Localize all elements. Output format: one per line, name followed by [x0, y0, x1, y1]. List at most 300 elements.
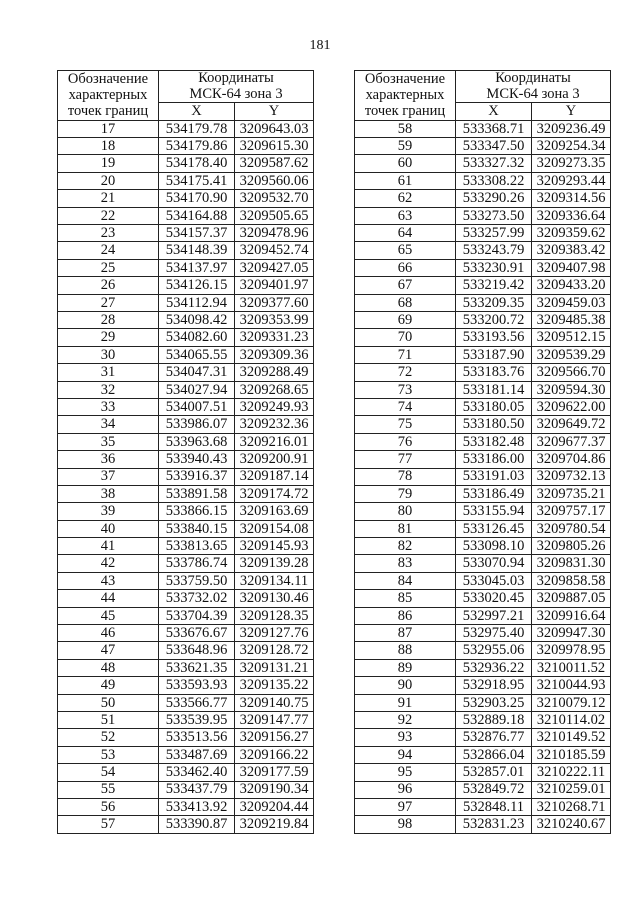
y-coordinate-cell: 3210114.02 — [532, 711, 611, 728]
y-coordinate-cell: 3209407.98 — [532, 259, 611, 276]
y-coordinate-cell: 3209331.23 — [235, 329, 314, 346]
x-coordinate-cell: 533566.77 — [159, 694, 235, 711]
designation-header-line1: Обозначение — [67, 71, 149, 87]
x-coordinate-cell: 532955.06 — [456, 642, 532, 659]
table-row — [58, 433, 314, 450]
y-coordinate-cell: 3209505.65 — [235, 207, 314, 224]
point-number-cell: 48 — [58, 659, 159, 676]
point-number-cell: 97 — [355, 798, 456, 815]
y-coordinate-cell: 3209780.54 — [532, 520, 611, 537]
point-number-cell: 46 — [58, 625, 159, 642]
point-number-cell: 62 — [355, 190, 456, 207]
table-row — [58, 538, 314, 555]
y-coordinate-cell: 3209353.99 — [235, 312, 314, 329]
table-row — [58, 398, 314, 415]
x-coordinate-cell: 532975.40 — [456, 625, 532, 642]
point-number-cell: 29 — [58, 329, 159, 346]
y-coordinate-cell: 3209485.38 — [532, 312, 611, 329]
y-coordinate-cell: 3210011.52 — [532, 659, 611, 676]
point-number-cell: 40 — [58, 520, 159, 537]
point-number-cell: 43 — [58, 572, 159, 589]
point-number-cell: 81 — [355, 520, 456, 537]
table-row — [355, 642, 611, 659]
designation-header-line1: Обозначение — [364, 71, 446, 87]
x-coordinate-cell: 533209.35 — [456, 294, 532, 311]
point-number-cell: 61 — [355, 172, 456, 189]
table-row — [355, 294, 611, 311]
x-coordinate-cell: 534027.94 — [159, 381, 235, 398]
point-number-cell: 60 — [355, 155, 456, 172]
x-coordinate-cell: 533462.40 — [159, 764, 235, 781]
point-number-cell: 79 — [355, 485, 456, 502]
table-row — [355, 555, 611, 572]
point-number-cell: 44 — [58, 590, 159, 607]
y-coordinate-cell: 3210079.12 — [532, 694, 611, 711]
point-number-cell: 84 — [355, 572, 456, 589]
table-row — [58, 416, 314, 433]
point-number-cell: 27 — [58, 294, 159, 311]
point-number-cell: 74 — [355, 398, 456, 415]
x-coordinate-cell: 533193.56 — [456, 329, 532, 346]
y-coordinate-cell: 3209512.15 — [532, 329, 611, 346]
table-row — [355, 711, 611, 728]
table-row — [355, 572, 611, 589]
y-coordinate-cell: 3210259.01 — [532, 781, 611, 798]
point-number-cell: 28 — [58, 312, 159, 329]
point-number-cell: 76 — [355, 433, 456, 450]
x-coordinate-cell: 533186.49 — [456, 485, 532, 502]
table-row — [355, 364, 611, 381]
point-number-cell: 26 — [58, 277, 159, 294]
point-number-cell: 25 — [58, 259, 159, 276]
table-row — [355, 764, 611, 781]
y-coordinate-cell: 3209916.64 — [532, 607, 611, 624]
coordinates-header-line1: Координаты — [495, 70, 571, 87]
point-number-cell: 22 — [58, 207, 159, 224]
table-row — [355, 138, 611, 155]
table-row — [58, 677, 314, 694]
table-row — [58, 520, 314, 537]
table-row — [355, 677, 611, 694]
y-coordinate-cell: 3209293.44 — [532, 172, 611, 189]
table-row — [355, 433, 611, 450]
y-coordinate-cell: 3209735.21 — [532, 485, 611, 502]
table-row — [355, 694, 611, 711]
y-coordinate-cell: 3209140.75 — [235, 694, 314, 711]
table-row — [58, 120, 314, 137]
x-coordinate-cell: 533219.42 — [456, 277, 532, 294]
table-row — [58, 764, 314, 781]
table-row — [355, 729, 611, 746]
y-coordinate-cell: 3210044.93 — [532, 677, 611, 694]
x-coordinate-cell: 533621.35 — [159, 659, 235, 676]
x-coordinate-cell: 532849.72 — [456, 781, 532, 798]
y-coordinate-cell: 3209254.34 — [532, 138, 611, 155]
x-column-header: X — [159, 103, 235, 121]
y-coordinate-cell: 3210149.52 — [532, 729, 611, 746]
table-row — [58, 155, 314, 172]
point-number-cell: 87 — [355, 625, 456, 642]
x-coordinate-cell: 533786.74 — [159, 555, 235, 572]
x-coordinate-cell: 533290.26 — [456, 190, 532, 207]
point-number-cell: 95 — [355, 764, 456, 781]
y-coordinate-cell: 3209732.13 — [532, 468, 611, 485]
designation-header-line2: характерных — [68, 87, 148, 104]
table-row — [58, 590, 314, 607]
y-coordinate-cell: 3210240.67 — [532, 816, 611, 833]
table-row — [58, 711, 314, 728]
x-coordinate-cell: 534137.97 — [159, 259, 235, 276]
x-coordinate-cell: 533180.05 — [456, 398, 532, 415]
y-coordinate-cell: 3209459.03 — [532, 294, 611, 311]
table-row — [355, 259, 611, 276]
designation-header-line3: точек границ — [67, 103, 149, 120]
y-column-header: Y — [235, 103, 314, 121]
x-coordinate-cell: 533191.03 — [456, 468, 532, 485]
y-coordinate-cell: 3209427.05 — [235, 259, 314, 276]
x-coordinate-cell: 533539.95 — [159, 711, 235, 728]
table-row — [355, 155, 611, 172]
y-coordinate-cell: 3209677.37 — [532, 433, 611, 450]
y-coordinate-cell: 3209236.49 — [532, 120, 611, 137]
x-coordinate-cell: 533257.99 — [456, 225, 532, 242]
x-coordinate-cell: 534178.40 — [159, 155, 235, 172]
y-coordinate-cell: 3209433.20 — [532, 277, 611, 294]
y-coordinate-cell: 3209560.06 — [235, 172, 314, 189]
point-number-cell: 73 — [355, 381, 456, 398]
y-coordinate-cell: 3209127.76 — [235, 625, 314, 642]
x-coordinate-cell: 533368.71 — [456, 120, 532, 137]
table-row — [58, 555, 314, 572]
point-number-cell: 92 — [355, 711, 456, 728]
x-coordinate-cell: 533704.39 — [159, 607, 235, 624]
y-coordinate-cell: 3209216.01 — [235, 433, 314, 450]
point-number-cell: 98 — [355, 816, 456, 833]
table-row — [355, 625, 611, 642]
x-coordinate-cell: 533273.50 — [456, 207, 532, 224]
x-coordinate-cell: 533126.45 — [456, 520, 532, 537]
table-row — [355, 207, 611, 224]
table-row — [355, 329, 611, 346]
x-coordinate-cell: 534179.86 — [159, 138, 235, 155]
table-row — [58, 729, 314, 746]
point-number-cell: 90 — [355, 677, 456, 694]
point-number-cell: 24 — [58, 242, 159, 259]
table-row — [355, 416, 611, 433]
x-coordinate-cell: 533308.22 — [456, 172, 532, 189]
table-row — [355, 312, 611, 329]
point-number-cell: 56 — [58, 798, 159, 815]
y-coordinate-cell: 3209643.03 — [235, 120, 314, 137]
x-coordinate-cell: 532866.04 — [456, 746, 532, 763]
table-row — [355, 190, 611, 207]
x-coordinate-cell: 534148.39 — [159, 242, 235, 259]
y-coordinate-cell: 3209757.17 — [532, 503, 611, 520]
x-coordinate-cell: 533866.15 — [159, 503, 235, 520]
point-number-cell: 55 — [58, 781, 159, 798]
point-number-cell: 89 — [355, 659, 456, 676]
y-coordinate-cell: 3209401.97 — [235, 277, 314, 294]
table-row — [355, 590, 611, 607]
x-coordinate-cell: 533045.03 — [456, 572, 532, 589]
table-row — [58, 625, 314, 642]
y-coordinate-cell: 3209532.70 — [235, 190, 314, 207]
x-coordinate-cell: 533098.10 — [456, 538, 532, 555]
designation-header-line2: характерных — [365, 87, 445, 104]
designation-header-line3: точек границ — [364, 103, 446, 120]
y-coordinate-cell: 3209478.96 — [235, 225, 314, 242]
point-number-cell: 71 — [355, 346, 456, 363]
point-number-cell: 39 — [58, 503, 159, 520]
point-number-cell: 38 — [58, 485, 159, 502]
point-number-cell: 67 — [355, 277, 456, 294]
y-coordinate-cell: 3209978.95 — [532, 642, 611, 659]
point-number-cell: 78 — [355, 468, 456, 485]
table-row — [355, 120, 611, 137]
x-coordinate-cell: 532903.25 — [456, 694, 532, 711]
table-row — [58, 225, 314, 242]
point-number-cell: 32 — [58, 381, 159, 398]
point-number-cell: 33 — [58, 398, 159, 415]
x-coordinate-cell: 533487.69 — [159, 746, 235, 763]
y-coordinate-cell: 3209887.05 — [532, 590, 611, 607]
coordinates-table-left — [57, 70, 314, 834]
table-row — [58, 207, 314, 224]
y-coordinate-cell: 3209947.30 — [532, 625, 611, 642]
point-number-cell: 17 — [58, 120, 159, 137]
table-row — [355, 468, 611, 485]
table-row — [58, 451, 314, 468]
y-coordinate-cell: 3209134.11 — [235, 572, 314, 589]
point-number-cell: 23 — [58, 225, 159, 242]
x-coordinate-cell: 533183.76 — [456, 364, 532, 381]
point-number-cell: 58 — [355, 120, 456, 137]
table-row — [58, 798, 314, 815]
coordinates-header-line2: МСК-64 зона 3 — [189, 85, 283, 102]
y-coordinate-cell: 3209622.00 — [532, 398, 611, 415]
point-number-cell: 37 — [58, 468, 159, 485]
y-coordinate-cell: 3209249.93 — [235, 398, 314, 415]
table-row — [58, 312, 314, 329]
x-coordinate-cell: 533187.90 — [456, 346, 532, 363]
point-number-cell: 41 — [58, 538, 159, 555]
y-coordinate-cell: 3209594.30 — [532, 381, 611, 398]
table-row — [355, 346, 611, 363]
y-coordinate-cell: 3209177.59 — [235, 764, 314, 781]
x-coordinate-cell: 533648.96 — [159, 642, 235, 659]
point-number-cell: 54 — [58, 764, 159, 781]
point-number-cell: 77 — [355, 451, 456, 468]
point-number-cell: 18 — [58, 138, 159, 155]
table-row — [355, 503, 611, 520]
x-coordinate-cell: 533155.94 — [456, 503, 532, 520]
table-row — [355, 381, 611, 398]
x-coordinate-cell: 532876.77 — [456, 729, 532, 746]
x-coordinate-cell: 533813.65 — [159, 538, 235, 555]
table-row — [355, 520, 611, 537]
y-coordinate-cell: 3209204.44 — [235, 798, 314, 815]
table-row — [58, 346, 314, 363]
table-row — [355, 746, 611, 763]
table-row — [58, 468, 314, 485]
point-number-cell: 75 — [355, 416, 456, 433]
table-row — [355, 816, 611, 833]
point-number-cell: 69 — [355, 312, 456, 329]
point-number-cell: 94 — [355, 746, 456, 763]
x-coordinate-cell: 534065.55 — [159, 346, 235, 363]
table-row — [58, 607, 314, 624]
point-number-cell: 65 — [355, 242, 456, 259]
x-coordinate-cell: 533676.67 — [159, 625, 235, 642]
coordinates-table-right — [354, 70, 611, 834]
x-coordinate-cell: 534098.42 — [159, 312, 235, 329]
point-number-cell: 42 — [58, 555, 159, 572]
x-coordinate-cell: 533413.92 — [159, 798, 235, 815]
y-coordinate-cell: 3210268.71 — [532, 798, 611, 815]
point-number-cell: 93 — [355, 729, 456, 746]
x-coordinate-cell: 532889.18 — [456, 711, 532, 728]
x-coordinate-cell: 534007.51 — [159, 398, 235, 415]
point-number-cell: 83 — [355, 555, 456, 572]
x-coordinate-cell: 533986.07 — [159, 416, 235, 433]
x-coordinate-cell: 533200.72 — [456, 312, 532, 329]
table-row — [355, 172, 611, 189]
coordinates-header-line1: Координаты — [198, 70, 274, 87]
y-coordinate-cell: 3209314.56 — [532, 190, 611, 207]
table-row — [355, 225, 611, 242]
designation-header — [355, 71, 456, 121]
x-coordinate-cell: 534112.94 — [159, 294, 235, 311]
y-coordinate-cell: 3209163.69 — [235, 503, 314, 520]
x-coordinate-cell: 533759.50 — [159, 572, 235, 589]
table-row — [58, 277, 314, 294]
point-number-cell: 88 — [355, 642, 456, 659]
table-row — [355, 607, 611, 624]
x-coordinate-cell: 533437.79 — [159, 781, 235, 798]
point-number-cell: 51 — [58, 711, 159, 728]
x-coordinate-cell: 533347.50 — [456, 138, 532, 155]
point-number-cell: 50 — [58, 694, 159, 711]
point-number-cell: 34 — [58, 416, 159, 433]
table-row — [58, 659, 314, 676]
table-row — [58, 572, 314, 589]
x-coordinate-cell: 533732.02 — [159, 590, 235, 607]
x-coordinate-cell: 533181.14 — [456, 381, 532, 398]
coordinates-header — [456, 71, 611, 103]
x-coordinate-cell: 534126.15 — [159, 277, 235, 294]
x-coordinate-cell: 533593.93 — [159, 677, 235, 694]
y-coordinate-cell: 3209232.36 — [235, 416, 314, 433]
point-number-cell: 53 — [58, 746, 159, 763]
y-coordinate-cell: 3209309.36 — [235, 346, 314, 363]
coordinates-header-line2: МСК-64 зона 3 — [486, 85, 580, 102]
y-coordinate-cell: 3209174.72 — [235, 485, 314, 502]
table-row — [355, 242, 611, 259]
coordinates-header — [159, 71, 314, 103]
x-coordinate-cell: 533180.50 — [456, 416, 532, 433]
y-coordinate-cell: 3209166.22 — [235, 746, 314, 763]
point-number-cell: 21 — [58, 190, 159, 207]
y-coordinate-cell: 3209587.62 — [235, 155, 314, 172]
point-number-cell: 52 — [58, 729, 159, 746]
x-coordinate-cell: 534170.90 — [159, 190, 235, 207]
point-number-cell: 70 — [355, 329, 456, 346]
point-number-cell: 49 — [58, 677, 159, 694]
y-coordinate-cell: 3210222.11 — [532, 764, 611, 781]
table-row — [58, 381, 314, 398]
y-coordinate-cell: 3209615.30 — [235, 138, 314, 155]
x-coordinate-cell: 533891.58 — [159, 485, 235, 502]
x-coordinate-cell: 533327.32 — [456, 155, 532, 172]
point-number-cell: 91 — [355, 694, 456, 711]
table-row — [58, 746, 314, 763]
x-coordinate-cell: 533020.45 — [456, 590, 532, 607]
table-row — [58, 294, 314, 311]
y-column-header: Y — [532, 103, 611, 121]
y-coordinate-cell: 3209145.93 — [235, 538, 314, 555]
x-coordinate-cell: 534157.37 — [159, 225, 235, 242]
table-row — [58, 503, 314, 520]
y-coordinate-cell: 3209831.30 — [532, 555, 611, 572]
table-row — [355, 781, 611, 798]
table-row — [58, 138, 314, 155]
table-row — [355, 485, 611, 502]
x-coordinate-cell: 533390.87 — [159, 816, 235, 833]
table-row — [58, 816, 314, 833]
y-coordinate-cell: 3209288.49 — [235, 364, 314, 381]
x-coordinate-cell: 532848.11 — [456, 798, 532, 815]
table-row — [355, 538, 611, 555]
point-number-cell: 82 — [355, 538, 456, 555]
x-coordinate-cell: 533916.37 — [159, 468, 235, 485]
x-coordinate-cell: 533840.15 — [159, 520, 235, 537]
point-number-cell: 85 — [355, 590, 456, 607]
point-number-cell: 30 — [58, 346, 159, 363]
y-coordinate-cell: 3209452.74 — [235, 242, 314, 259]
x-coordinate-cell: 534047.31 — [159, 364, 235, 381]
x-coordinate-cell: 533243.79 — [456, 242, 532, 259]
x-coordinate-cell: 534179.78 — [159, 120, 235, 137]
y-coordinate-cell: 3209156.27 — [235, 729, 314, 746]
x-coordinate-cell: 533513.56 — [159, 729, 235, 746]
x-coordinate-cell: 533182.48 — [456, 433, 532, 450]
point-number-cell: 19 — [58, 155, 159, 172]
y-coordinate-cell: 3209139.28 — [235, 555, 314, 572]
y-coordinate-cell: 3209219.84 — [235, 816, 314, 833]
point-number-cell: 35 — [58, 433, 159, 450]
y-coordinate-cell: 3209377.60 — [235, 294, 314, 311]
y-coordinate-cell: 3209268.65 — [235, 381, 314, 398]
x-coordinate-cell: 532997.21 — [456, 607, 532, 624]
y-coordinate-cell: 3210185.59 — [532, 746, 611, 763]
point-number-cell: 59 — [355, 138, 456, 155]
table-row — [355, 398, 611, 415]
table-row — [58, 485, 314, 502]
y-coordinate-cell: 3209154.08 — [235, 520, 314, 537]
table-row — [58, 642, 314, 659]
x-coordinate-cell: 534175.41 — [159, 172, 235, 189]
table-row — [58, 172, 314, 189]
point-number-cell: 96 — [355, 781, 456, 798]
point-number-cell: 86 — [355, 607, 456, 624]
point-number-cell: 36 — [58, 451, 159, 468]
y-coordinate-cell: 3209566.70 — [532, 364, 611, 381]
point-number-cell: 31 — [58, 364, 159, 381]
x-coordinate-cell: 532857.01 — [456, 764, 532, 781]
y-coordinate-cell: 3209336.64 — [532, 207, 611, 224]
y-coordinate-cell: 3209135.22 — [235, 677, 314, 694]
page-number: 181 — [309, 38, 331, 53]
